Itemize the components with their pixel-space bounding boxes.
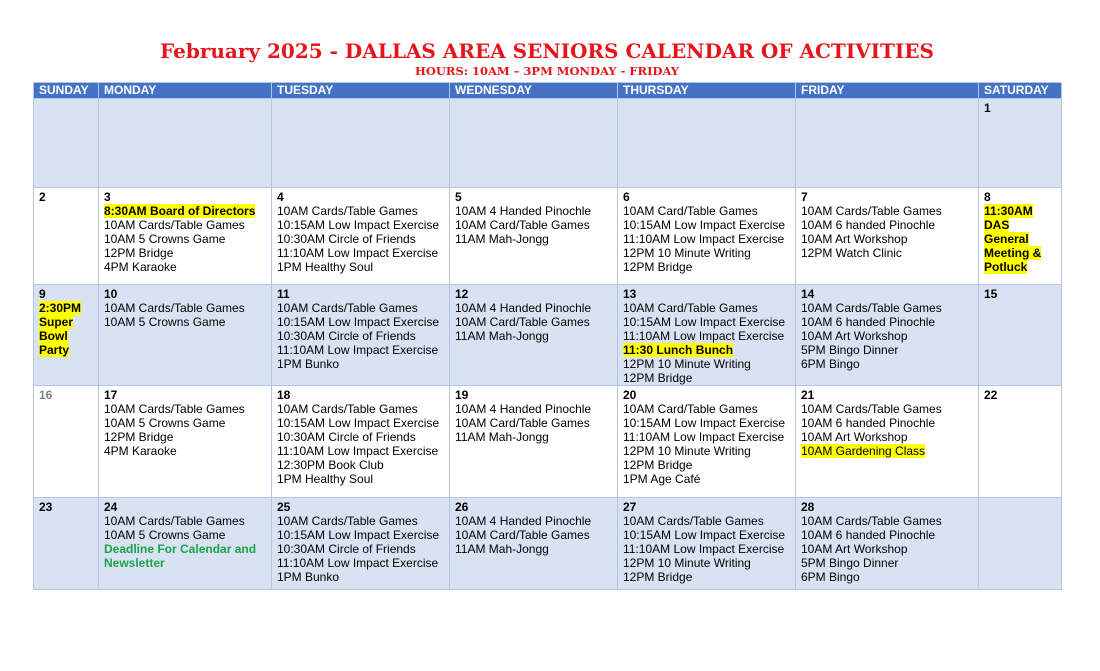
day-cell [272,386,450,498]
event-item: 11:10AM Low Impact Exercise [623,329,785,343]
day-cell [618,498,796,590]
day-number: 27 [623,500,637,514]
highlighted-event: Super [39,315,74,329]
weekday-header: WEDNESDAY [450,83,618,99]
event-item: 10AM Cards/Table Games [801,301,942,315]
event-item: 10:15AM Low Impact Exercise [277,218,440,232]
day-cell [450,386,618,498]
day-number: 8 [984,190,991,204]
event-item: 12PM Bridge [623,570,693,584]
week-row [34,498,1062,590]
event-item: 10:15AM Low Impact Exercise [277,416,440,430]
event-item: 1PM Age Café [623,472,701,486]
event-item: 1PM Healthy Soul [277,472,374,486]
event-item: 10AM 6 handed Pinochle [801,315,936,329]
day-cell [618,386,796,498]
event-item: 10AM Cards/Table Games [277,402,418,416]
day-number: 1 [984,101,991,115]
day-number: 25 [277,500,291,514]
event-item: 10AM Cards/Table Games [277,301,418,315]
day-cell [979,99,1062,188]
event-item: 10AM Cards/Table Games [277,204,418,218]
event-item: 10AM Cards/Table Games [104,514,245,528]
day-cell [979,498,1062,590]
event-item: 10:30AM Circle of Friends [277,430,416,444]
event-item: 10AM Cards/Table Games [801,514,942,528]
event-item: 11:10AM Low Impact Exercise [623,232,785,246]
page-title: February 2025 - DALLAS AREA SENIORS CALENDAR OF ACTIVITIES [160,39,934,63]
event-item: 10:15AM Low Impact Exercise [277,315,440,329]
event-item: 6PM Bingo [801,357,860,371]
event-item: 10AM Card/Table Games [623,204,758,218]
week-row [34,188,1062,285]
highlighted-event: 11:30 Lunch Bunch [623,343,734,357]
event-item: 11:10AM Low Impact Exercise [623,430,785,444]
day-cell [450,285,618,386]
event-item: 1PM Healthy Soul [277,260,374,274]
day-cell [272,99,450,188]
weekday-header: THURSDAY [618,83,796,99]
event-item: 10AM Card/Table Games [455,528,590,542]
weekday-header: SUNDAY [34,83,99,99]
day-cell [34,498,99,590]
event-item: 12PM Bridge [104,246,174,260]
event-item: 10AM Art Workshop [801,542,908,556]
event-item: 10AM 4 Handed Pinochle [455,402,592,416]
calendar-table [33,82,1062,590]
event-item: 1PM Bunko [277,570,340,584]
highlighted-event: 8:30AM Board of Directors [104,204,256,218]
event-item: 12PM 10 Minute Writing [623,556,751,570]
event-item: 10:30AM Circle of Friends [277,542,416,556]
event-item: 11AM Mah-Jongg [455,232,549,246]
event-item: 10AM Art Workshop [801,232,908,246]
day-number: 26 [455,500,469,514]
event-item: 11:10AM Low Impact Exercise [277,246,439,260]
day-cell [99,99,272,188]
week-row [34,99,1062,188]
day-cell [796,386,979,498]
day-cell [99,498,272,590]
day-number: 24 [104,500,118,514]
day-cell [796,285,979,386]
day-cell [618,188,796,285]
event-item: 10:30AM Circle of Friends [277,329,416,343]
weekday-header: SATURDAY [979,83,1062,99]
event-item: 10:15AM Low Impact Exercise [623,528,786,542]
event-item: 10AM Cards/Table Games [104,402,245,416]
event-item: 1PM Bunko [277,357,340,371]
day-number: 16 [39,388,53,402]
event-item: 6PM Bingo [801,570,860,584]
event-item: 10AM 5 Crowns Game [104,528,226,542]
event-item: 10AM Card/Table Games [623,301,758,315]
day-cell [796,99,979,188]
event-item: 10AM Card/Table Games [623,402,758,416]
day-cell [34,285,99,386]
day-cell [450,188,618,285]
week-row [34,285,1062,386]
event-item: 10:30AM Circle of Friends [277,232,416,246]
day-number: 12 [455,287,469,301]
event-item: 5PM Bingo Dinner [801,556,899,570]
event-item: 12PM Watch Clinic [801,246,902,260]
event-item: 5PM Bingo Dinner [801,343,899,357]
weekday-header: TUESDAY [272,83,450,99]
event-item: 11:10AM Low Impact Exercise [277,556,439,570]
highlighted-event: General [984,232,1029,246]
day-number: 22 [984,388,998,402]
day-cell [99,188,272,285]
weekday-header: MONDAY [99,83,272,99]
day-number: 3 [104,190,111,204]
event-item: 10AM Cards/Table Games [801,402,942,416]
day-number: 15 [984,287,998,301]
event-item: 4PM Karaoke [104,260,177,274]
day-cell [979,386,1062,498]
event-item: 10AM Cards/Table Games [623,514,764,528]
day-number: 23 [39,500,53,514]
event-item: 11AM Mah-Jongg [455,542,549,556]
day-cell [99,285,272,386]
event-item: 10:15AM Low Impact Exercise [623,315,786,329]
event-item: 10AM Card/Table Games [455,315,590,329]
event-item: 12PM 10 Minute Writing [623,357,751,371]
event-item: 10AM Card/Table Games [455,416,590,430]
weekday-header-row [34,83,1062,99]
day-number: 21 [801,388,815,402]
deadline-note: Deadline For Calendar and Newsletter [104,542,257,570]
highlighted-event: Party [39,343,70,357]
event-item: 4PM Karaoke [104,444,177,458]
day-number: 2 [39,190,46,204]
event-item: 11:10AM Low Impact Exercise [277,444,439,458]
event-item: 10AM 4 Handed Pinochle [455,301,592,315]
highlighted-event: 2:30PM [39,301,82,315]
event-item: 11AM Mah-Jongg [455,430,549,444]
day-cell [618,99,796,188]
day-cell [272,188,450,285]
event-item: 10:15AM Low Impact Exercise [623,218,786,232]
event-item: 10AM Art Workshop [801,430,908,444]
event-item: 10AM Cards/Table Games [801,204,942,218]
event-item: 10AM Cards/Table Games [104,301,245,315]
day-number: 5 [455,190,462,204]
event-item: 10AM 6 handed Pinochle [801,528,936,542]
event-item: 10AM Art Workshop [801,329,908,343]
day-number: 13 [623,287,637,301]
day-cell [979,188,1062,285]
event-item: 10:15AM Low Impact Exercise [623,416,786,430]
highlighted-event: 11:30AM [984,204,1033,218]
event-item: 11:10AM Low Impact Exercise [623,542,785,556]
day-cell [618,285,796,386]
highlighted-event: Meeting & [984,246,1042,260]
day-number: 17 [104,388,118,402]
day-cell [34,188,99,285]
event-item: 12:30PM Book Club [277,458,384,472]
day-number: 14 [801,287,815,301]
event-item: 10AM 4 Handed Pinochle [455,204,592,218]
day-number: 10 [104,287,118,301]
day-number: 19 [455,388,469,402]
event-item: 12PM 10 Minute Writing [623,444,751,458]
event-item: 10AM 5 Crowns Game [104,416,226,430]
day-cell [796,498,979,590]
day-number: 20 [623,388,637,402]
day-number: 4 [277,190,284,204]
day-number: 18 [277,388,291,402]
event-item: 10AM Card/Table Games [455,218,590,232]
highlighted-event: Bowl [39,329,68,343]
event-item: 11:10AM Low Impact Exercise [277,343,439,357]
event-item: 11AM Mah-Jongg [455,329,549,343]
event-item: 10AM 4 Handed Pinochle [455,514,592,528]
event-item: 12PM Bridge [623,371,693,385]
event-item: 12PM Bridge [104,430,174,444]
day-cell [272,285,450,386]
highlighted-event: 10AM Gardening Class [801,444,926,458]
day-cell [450,99,618,188]
day-number: 9 [39,287,46,301]
event-item: 10AM Cards/Table Games [277,514,418,528]
day-cell [979,285,1062,386]
day-cell [34,386,99,498]
event-item: 10AM Cards/Table Games [104,218,245,232]
event-item: 12PM 10 Minute Writing [623,246,751,260]
day-cell [796,188,979,285]
highlighted-event: DAS [984,218,1010,232]
day-cell [272,498,450,590]
event-item: 12PM Bridge [623,458,693,472]
day-number: 28 [801,500,815,514]
day-cell [34,99,99,188]
event-item: 10:15AM Low Impact Exercise [277,528,440,542]
event-item: 10AM 6 handed Pinochle [801,416,936,430]
weekday-header: FRIDAY [796,83,979,99]
event-item: 10AM 5 Crowns Game [104,315,226,329]
event-item: 10AM 6 handed Pinochle [801,218,936,232]
event-item: 10AM 5 Crowns Game [104,232,226,246]
day-number: 6 [623,190,630,204]
day-cell [450,498,618,590]
day-number: 7 [801,190,808,204]
hours-subtitle: HOURS: 10AM – 3PM MONDAY - FRIDAY [414,64,680,78]
day-cell [99,386,272,498]
highlighted-event: Potluck [984,260,1028,274]
event-item: 12PM Bridge [623,260,693,274]
week-row [34,386,1062,498]
day-number: 11 [277,287,290,301]
